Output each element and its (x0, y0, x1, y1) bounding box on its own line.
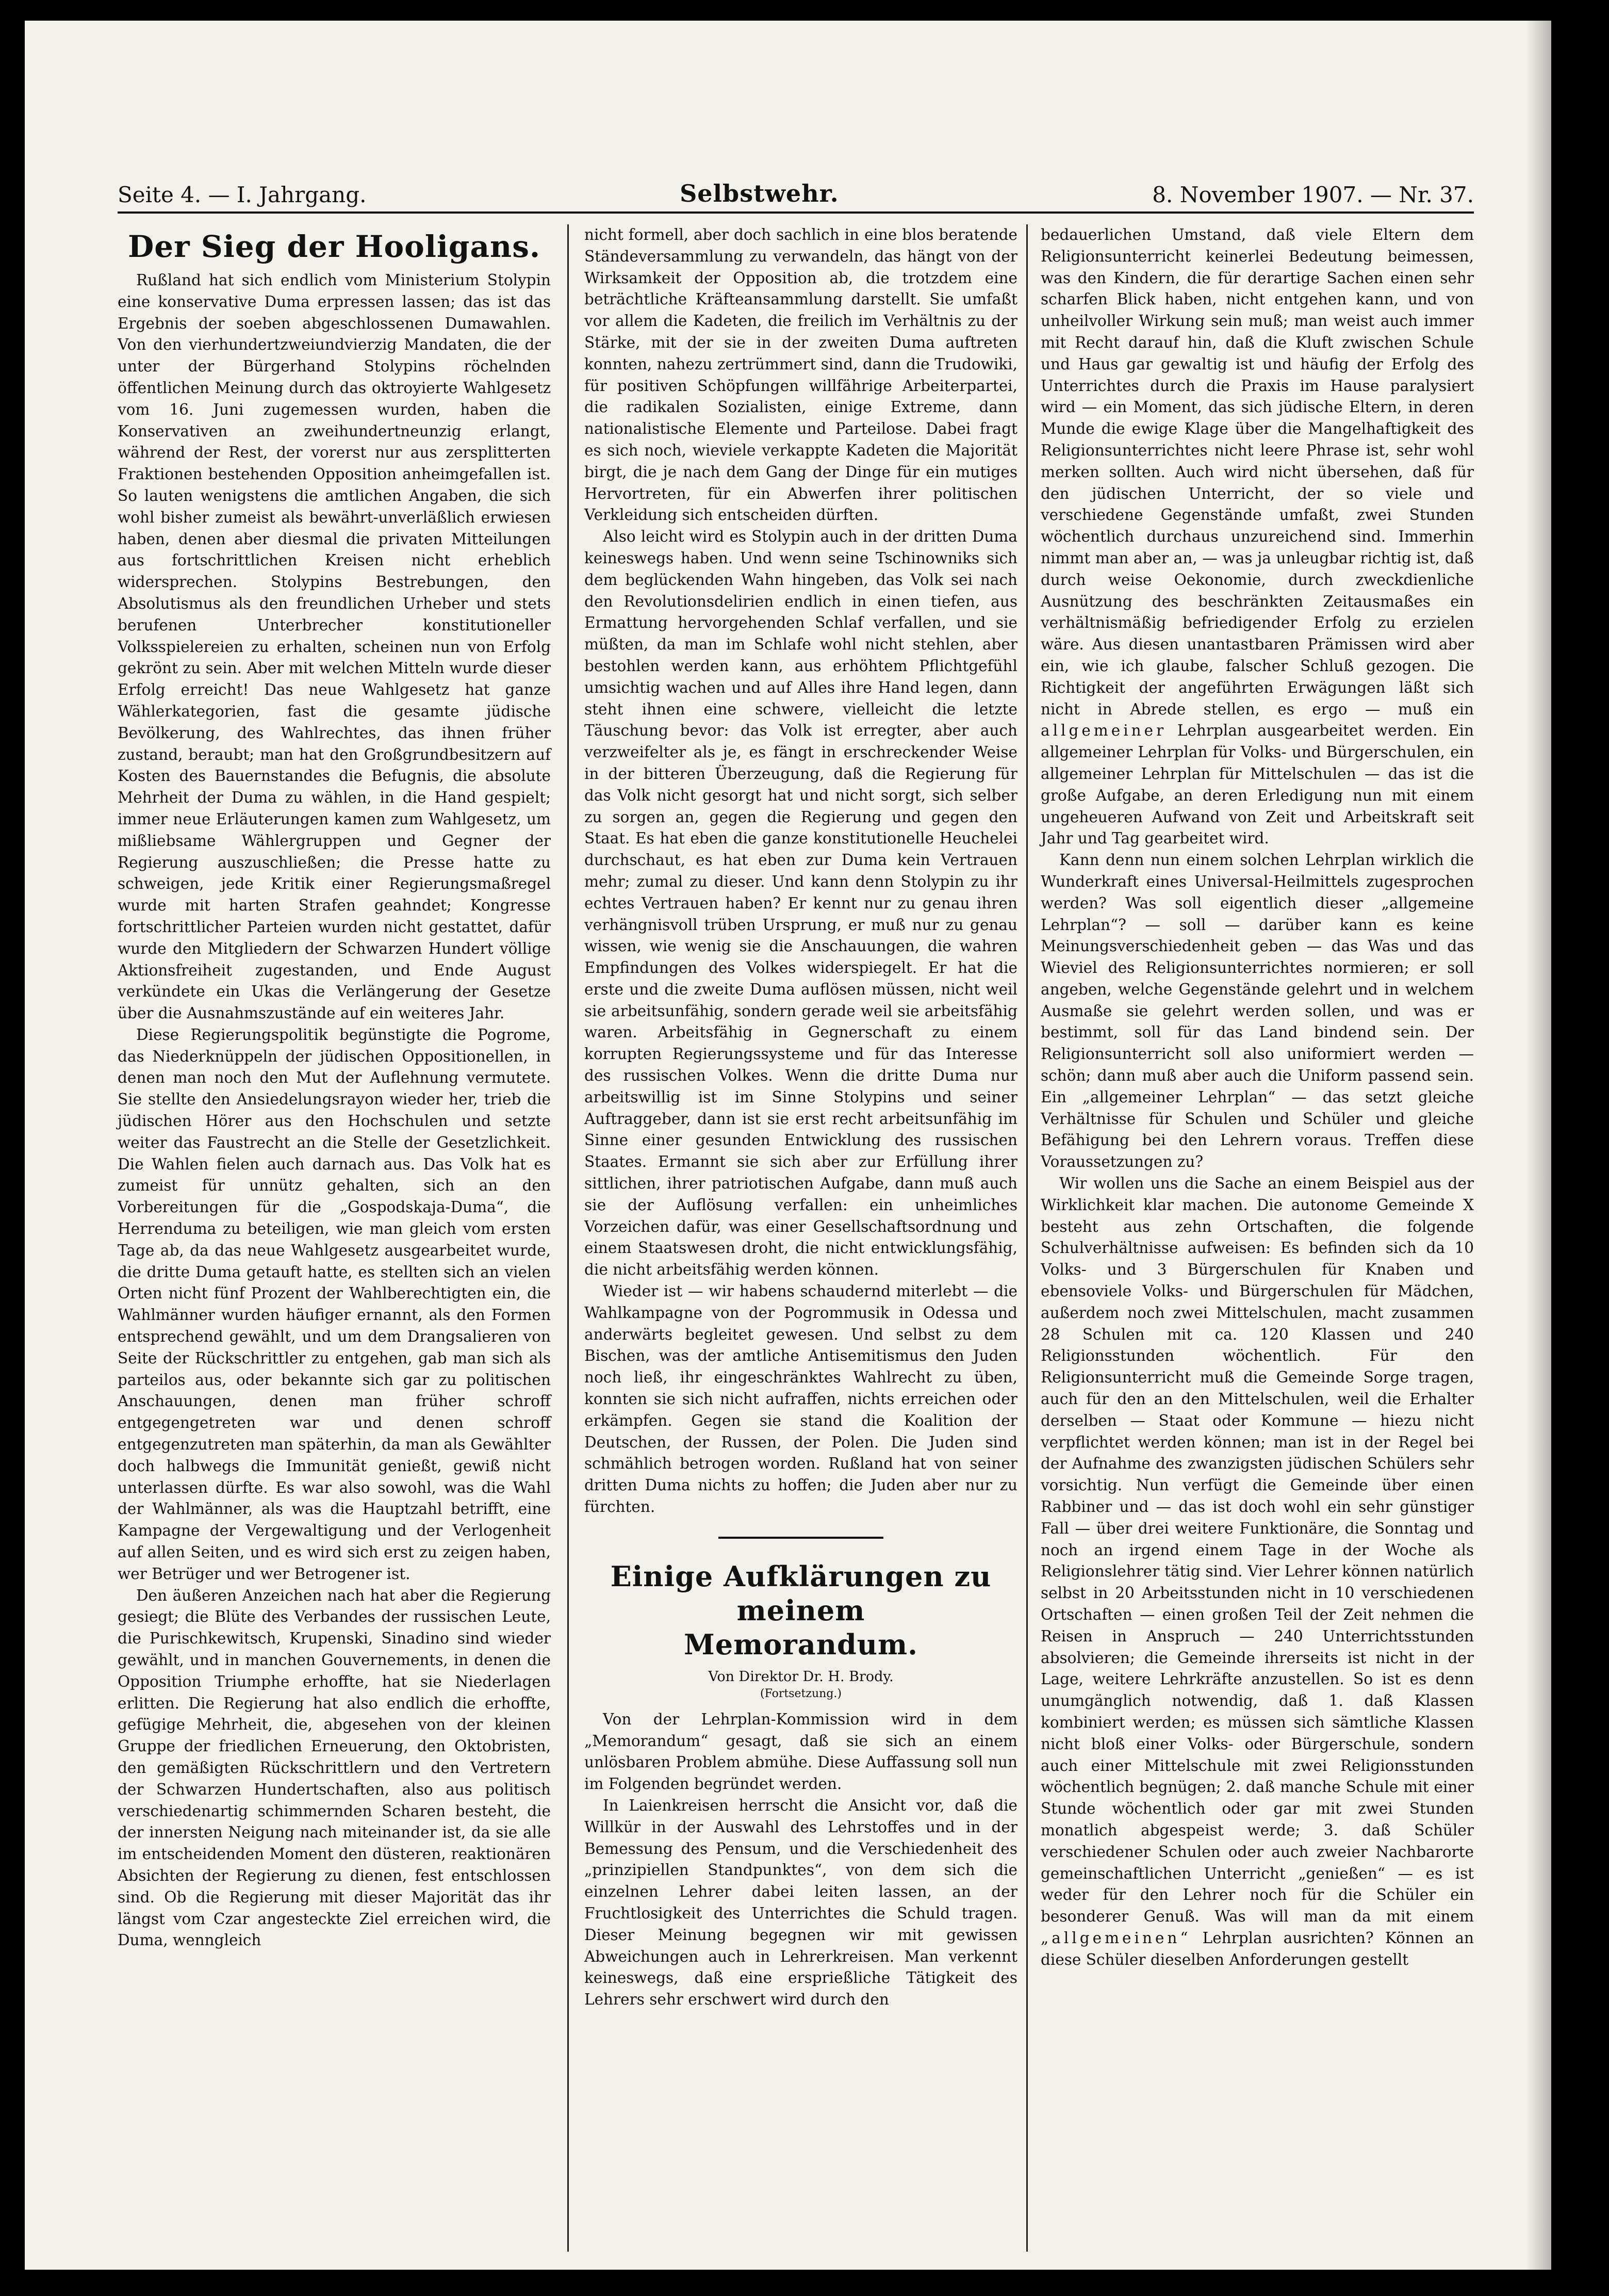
article-paragraph: Den äußeren Anzeichen nach hat aber die Regierung gesiegt; die Blüte des Verbandes der russischen Leute, die Purischkewitsch, Krupenski, Sinadino sind wieder gewählt, und in manchen Gouvernements, in denen die Opposition Triumphe erhoffte, hat sie Niederlagen erlitten. Die Regierung hat also endlich die erhoffte, gefügige Mehrheit, die, abgesehen von der kleinen Gruppe der friedlichen Erneuerung, den Oktobristen, den gemäßigten Rückschrittlern und den Vertretern der Schwarzen Hundertschaften, also aus politisch verschiedenartig schimmernden Scharen besteht, die der innersten Neigung nach miteinander ist, da sie alle im entscheidenden Moment den düsteren, reaktionären Absichten der Regierung zu dienen, fest entschlossen sind. Ob die Regierung mit dieser Majorität das ihr längst vom Czar angesteckte Ziel erreichen wird, die Duma, wenngleich (118, 1586, 551, 1949)
header-page-info: Seite 4. — I. Jahrgang. (118, 182, 367, 207)
article-separator (718, 1537, 883, 1539)
article-paragraph: Von der Lehrplan-Kommission wird in dem „Memorandum“ gesagt, daß sie sich an einem unlösbaren Problem abmühe. Diese Auffassung soll nun im Folgenden begründet werden. (584, 1710, 1017, 1793)
text-run: Lehrplan ausrichten? Können an diese Schüler dieselben Anforderungen gestellt (1041, 1929, 1474, 1968)
article-paragraph (1041, 224, 1474, 850)
article-byline: Von Direktor Dr. H. Brody. (708, 1668, 894, 1685)
header-date-issue: 8. November 1907. — Nr. 37. (1152, 182, 1474, 207)
article-title: Der Sieg der Hooligans. (127, 229, 541, 264)
spaced-emphasis: „allgemeinen“ (1041, 1929, 1191, 1947)
spaced-emphasis: allgemeiner (1041, 722, 1167, 740)
article-title (584, 1559, 1017, 1662)
page-header (118, 166, 1474, 207)
newspaper-page (25, 21, 1551, 2270)
column-3 (1041, 224, 1474, 1971)
article-paragraph: Wieder ist — wir habens schaudernd miterlebt — die Wahlkampagne von der Pogrommusik in Odessa und anderwärts begleitet gewesen. Und selbst zu dem Bischen, was der amtliche Antisemitismus den Juden noch ließ, ihr eingeschränktes Wahlrecht zu üben, konnten sie sich nicht aufraffen, nichts erreichen oder erkämpfen. Gegen sie stand die Koalition der Deutschen, der Russen, der Polen. Die Juden sind schmählich betrogen worden. Rußland hat von seiner dritten Duma nichts zu hoffen; die Juden aber nur zu fürchten. (584, 1282, 1017, 1516)
text-run: Wir wollen uns die Sache an einem Beispiel aus der Wirklichkeit klar machen. Die autonome Gemeinde X besteht aus zehn Ortschaften, die folgende Schulverhältnisse aufweisen: Es befinden sich da 10 Volks- und 3 Bürgerschulen für Knaben und ebensoviele Volks- und Bürgerschulen für Mädchen, außerdem noch zwei Mittelschulen, macht zusammen 28 Schulen mit ca. 120 Klassen und 240 Religionsstunden wöchentlich. Für den Religionsunterricht muß die Gemeinde Sorge tragen, auch für den an den Mittelschulen, weil die Erhalter derselben — Staat oder Kommune — hiezu nicht verpflichtet werden können; man ist in der Regel bei der Aufnahme des zwanzigsten jüdischen Schülers sehr vorsichtig. Nun verfügt die Gemeinde über einen Rabbiner und — das ist doch wohl ein sehr günstiger Fall — über drei weitere Funktionäre, die Sonntag und noch an irgend einem Tage in der Woche als Religionslehrer tätig sind. Vier Lehrer können natürlich selbst in 20 Arbeitsstunden nicht in 10 verschiedenen Ortschaften — einen großen Teil der Zeit nehmen die Reisen in Anspruch — 240 Unterrichtsstunden absolvieren; die Gemeinde ihrerseits ist nicht in der Lage, weitere Lehrkräfte anzustellen. So ist es denn unumgänglich notwendig, daß 1. daß Klassen kombiniert werden; es müssen sich sämtliche Klassen nicht bloß einer Volks- oder Bürgerschule, sondern auch einer Mittelschule mit zwei Religionsstunden wöchentlich begnügen; 2. daß manche Schule mit einer Stunde wöchentlich oder gar mit zwei Stunden monatlich abgespeist werde; 3. daß Schüler verschiedener Schulen oder auch zweier Nachbarorte gemeinschaftlichen Unterricht „genießen“ — es ist weder für den Lehrer noch für die Schüler ein besonderer Genuß. Was will man da mit einem (1041, 1175, 1474, 1926)
column-divider (1026, 224, 1028, 2252)
column-2 (584, 224, 1017, 2011)
continuation-note: (Fortsetzung.) (760, 1687, 842, 1700)
header-rule (118, 211, 1474, 214)
article-paragraph: In Laienkreisen herrscht die Ansicht vor, daß die Willkür in der Auswahl des Lehrstoffes und in der Bemessung des Pensum, und die Verschiedenheit des „prinzipiellen Standpunktes“, von dem sich die einzelnen Lehrer dabei leiten lassen, an der Fruchtlosigkeit des Unterrichtes die Schuld tragen. Dieser Meinung begegnen wir mit gewissen Abweichungen auch in Lehrerkreisen. Man verkennt keineswegs, daß eine ersprießliche Tätigkeit des Lehrers sehr erschwert wird durch den (584, 1797, 1017, 2009)
text-run: Lehrplan ausgearbeitet werden. Ein allgemeiner Lehrplan für Volks- und Bürgerschulen, ein allgemeiner Lehrplan für Mittelschulen — das ist die große Aufgabe, an deren Erledigung nun mit einem ungeheueren Aufwand von Zeit und Arbeitskraft seit Jahr und Tag gearbeitet wird. (1041, 722, 1474, 848)
masthead-title: Selbstwehr. (680, 180, 839, 207)
column-divider (567, 224, 569, 2252)
article-paragraph: Also leicht wird es Stolypin auch in der dritten Duma keineswegs haben. Und wenn seine Tschinowniks sich dem beglückenden Wahn hingeben, das Volk sei nach den Revolutionsdelirien endlich in einen tiefen, aus Ermattung hervorgehenden Schlaf verfallen, und sie müßten, da man im Schlafe wohl nicht stehlen, aber bestohlen werden kann, aus erhöhtem Pflichtgefühl umsichtig wachen und auf Alles ihre Hand legen, dann steht ihnen eine schwere, vielleicht die letzte Täuschung bevor: das Volk ist erregter, aber auch verzweifelter als je, es fängt in erschreckender Weise in der bitteren Überzeugung, daß die Regierung für das Volk nicht gesorgt hat und nicht sorgt, sich selber zu sorgen an, gegen die Regierung und gegen den Staat. Es hat eben die ganze konstitutionelle Heuchelei durchschaut, es hat eben zur Duma kein Vertrauen mehr; zumal zu dieser. Und kann denn Stolypin zu ihr echtes Vertrauen haben? Er kennt nur zu genau ihren verhängnisvoll trüben Ursprung, er muß nur zu genau wissen, wie wenig sie die Anschauungen, die wahren Empfindungen des Volkes widerspiegelt. Er hat die erste und die zweite Duma auflösen müssen, nicht weil sie arbeitsunfähig, sondern gerade weil sie arbeitsfähig waren. Arbeitsfähig in Gegnerschaft zu einem korrupten Regierungssysteme und für das Interesse des russischen Volkes. Wenn die dritte Duma nur arbeitswillig ist im Sinne Stolypins und seiner Auftraggeber, dann ist sie erst recht arbeitsunfähig im Sinne einer gesunden Entwicklung des russischen Staates. Ermannt sie sich aber zur Erfüllung ihrer sittlichen, ihrer patriotischen Aufgabe, dann muß auch sie der Auflösung verfallen: ein unheimliches Vorzeichen dafür, was einer Gesellschaftsordnung und einem Staatswesen droht, die nicht entwicklungsfähig, die nicht arbeitsfähig werden können. (584, 528, 1017, 1279)
article-title-line: Memorandum. (684, 1627, 918, 1661)
article-paragraph: nicht formell, aber doch sachlich in eine blos beratende Ständeversammlung zu verwandeln, das hängt von der Wirksamkeit der Opposition ab, die trotzdem eine beträchtliche Kräfteansammlung darstellt. Sie umfaßt vor allem die Kadeten, die freilich im Verhältnis zu der Stärke, mit der sie in der zweiten Duma auftreten konnten, nahezu zertrümmert sind, dann die Trudowiki, für positiven Schöpfungen willfährige Arbeiterpartei, die radikalen Sozialisten, einige Extreme, dann nationalistische Elemente und Parteilose. Dabei fragt es sich noch, wieviele verkappte Kadeten die Majorität birgt, die je nach dem Gang der Dinge für ein mutiges Hervortreten, für ein Abwerfen ihrer politischen Verkleidung sich entscheiden dürften. (584, 226, 1017, 524)
column-1 (118, 224, 551, 1951)
article-paragraph: Rußland hat sich endlich vom Ministerium Stolypin eine konservative Duma erpressen lassen; das ist das Ergebnis der soeben abgeschlossenen Dumawahlen. Von den vierhundertzweiundvierzig Mandaten, die der unter der Bürgerhand Stolypins röchelnden öffentlichen Meinung durch das oktroyierte Wahlgesetz vom 16. Juni zugemessen wurden, haben die Konservativen an zweihundertneunzig erlangt, während der Rest, der vorerst nur aus zersplitterten Fraktionen bestehenden Opposition anheimgefallen ist. So lauten wenigstens die amtlichen Angaben, die sich wohl bisher zumeist als bewährt-unverläßlich erwiesen haben, denen aber diesmal die privaten Mitteilungen aus fortschrittlichen Kreisen nicht erheblich widersprechen. Stolypins Bestrebungen, den Absolutismus als den freundlichen Urheber und stets berufenen Unterbrecher konstitutioneller Volksspielereien zu erhalten, scheinen nun von Erfolg gekrönt zu sein. Aber mit welchen Mitteln wurde dieser Erfolg erreicht! Das neue Wahlgesetz hat ganze Wählerkategorien, fast die gesamte jüdische Bevölkerung, des Wahlrechtes, das ihnen früher zustand, beraubt; man hat den Großgrundbesitzern auf Kosten des Bauernstandes die Befugnis, die absolute Mehrheit der Duma zu wählen, in die Hand gespielt; immer neue Erläuterungen kamen zum Wahlgesetz, um mißliebsame Wählergruppen und Gegner der Regierung auszuschließen; die Presse hatte zu schweigen, jede Kritik einer Regierungsmaßregel wurde mit harten Strafen geahndet; Kongresse fortschrittlicher Parteien wurden nicht gestattet, dafür wurde den Mitgliedern der Schwarzen Hundert völlige Aktionsfreiheit zugestanden, und Ende August verkündete ein Ukas die Verlängerung der Gesetze über die Ausnahmszustände auf ein weiteres Jahr. (118, 271, 551, 1022)
article-paragraph: Diese Regierungspolitik begünstigte die Pogrome, das Niederknüppeln der jüdischen Oppositionellen, in denen man noch den Mut der Auflehnung vermutete. Sie stellte den Ansiedelungsrayon wieder her, trieb die jüdischen Hörer aus den Hochschulen und setzte weiter das Faustrecht an die Stelle der Gesetzlichkeit. Die Wahlen fielen auch darnach aus. Das Volk hat es zumeist für unnütz gehalten, sich an den Vorbereitungen für die „Gospodskaja-Duma“, die Herrenduma zu beteiligen, wie man gleich vom ersten Tage ab, da das neue Wahlgesetz ausgearbeitet wurde, die dritte Duma getauft hatte, es stellten sich an vielen Orten nicht fünf Prozent der Wahlberechtigten ein, die Wahlmänner wurden häufiger ernannt, als den Formen entsprechend gewählt, und um dem Drangsalieren von Seite der Rückschrittler zu entgehen, gab man sich als parteilos aus, oder bekannte sich gar zu politischen Anschauungen, denen man früher schroff entgegengetreten war und denen schroff entgegenzutreten man späterhin, da man als Gewählter doch halbwegs die Immunität genießt, gewiß nicht unterlassen dürfte. Es war also sowohl, was die Wahl der Wahlmänner, als was die Hauptzahl betrifft, eine Kampagne der Vergewaltigung und der Verlogenheit auf allen Seiten, und es wird sich erst zu zeigen haben, wer Betrüger und wer Betrogener ist. (118, 1025, 551, 1583)
article-title-line: Einige Aufklärungen zu meinem (610, 1559, 992, 1627)
article-paragraph (1041, 1173, 1474, 1971)
article-paragraph: Kann denn nun einem solchen Lehrplan wirklich die Wunderkraft eines Universal-Heilmittels zugesprochen werden? Was soll eigentlich dieser „allgemeine Lehrplan“? — soll — darüber kann es keine Meinungsverschiedenheit geben — das Was und das Wieviel des Religionsunterrichtes normieren; er soll angeben, welche Gegenstände gelehrt und in welchem Ausmaße sie gelehrt werden sollen, und was er bestimmt, soll für das Land bindend sein. Der Religionsunterricht soll also uniformiert werden — schön; dann muß aber auch die Uniform passend sein. Ein „allgemeiner Lehrplan“ — das setzt gleiche Verhältnisse für Schulen und Schüler und gleiche Befähigung bei den Lehrern voraus. Treffen diese Voraussetzungen zu? (1041, 851, 1474, 1171)
text-run: bedauerlichen Umstand, daß viele Eltern dem Religionsunterricht keinerlei Bedeutung beimessen, was den Kindern, die für derartige Sachen einen sehr scharfen Blick haben, nicht entgehen kann, und von unheilvoller Wirkung sein muß; man weist auch immer mit Recht darauf hin, daß die Kluft zwischen Schule und Haus gar gewaltig ist und häufig der Erfolg des Unterrichtes durch die Praxis im Hause paralysiert wird — ein Moment, das sich jüdische Eltern, in deren Munde die ewige Klage über die Mangelhaftigkeit des Religionsunterrichtes nicht leere Phrase ist, sehr wohl merken sollten. Auch wird nicht übersehen, daß für den jüdischen Unterricht, der so viele und verschiedene Gegenstände umfaßt, zwei Stunden wöchentlich durchaus unzureichend sind. Immerhin nimmt man aber an, — was ja unleugbar richtig ist, daß durch weise Oekonomie, durch zweckdienliche Ausnützung des beschränkten Zeitausmaßes ein verhältnismäßig befriedigender Erfolg zu erzielen wäre. Aus diesen unantastbaren Prämissen wird aber ein, wie ich glaube, falscher Schluß gezogen. Die Richtigkeit der angeführten Erwägungen läßt sich nicht in Abrede stellen, es ergo — muß ein (1041, 226, 1474, 718)
